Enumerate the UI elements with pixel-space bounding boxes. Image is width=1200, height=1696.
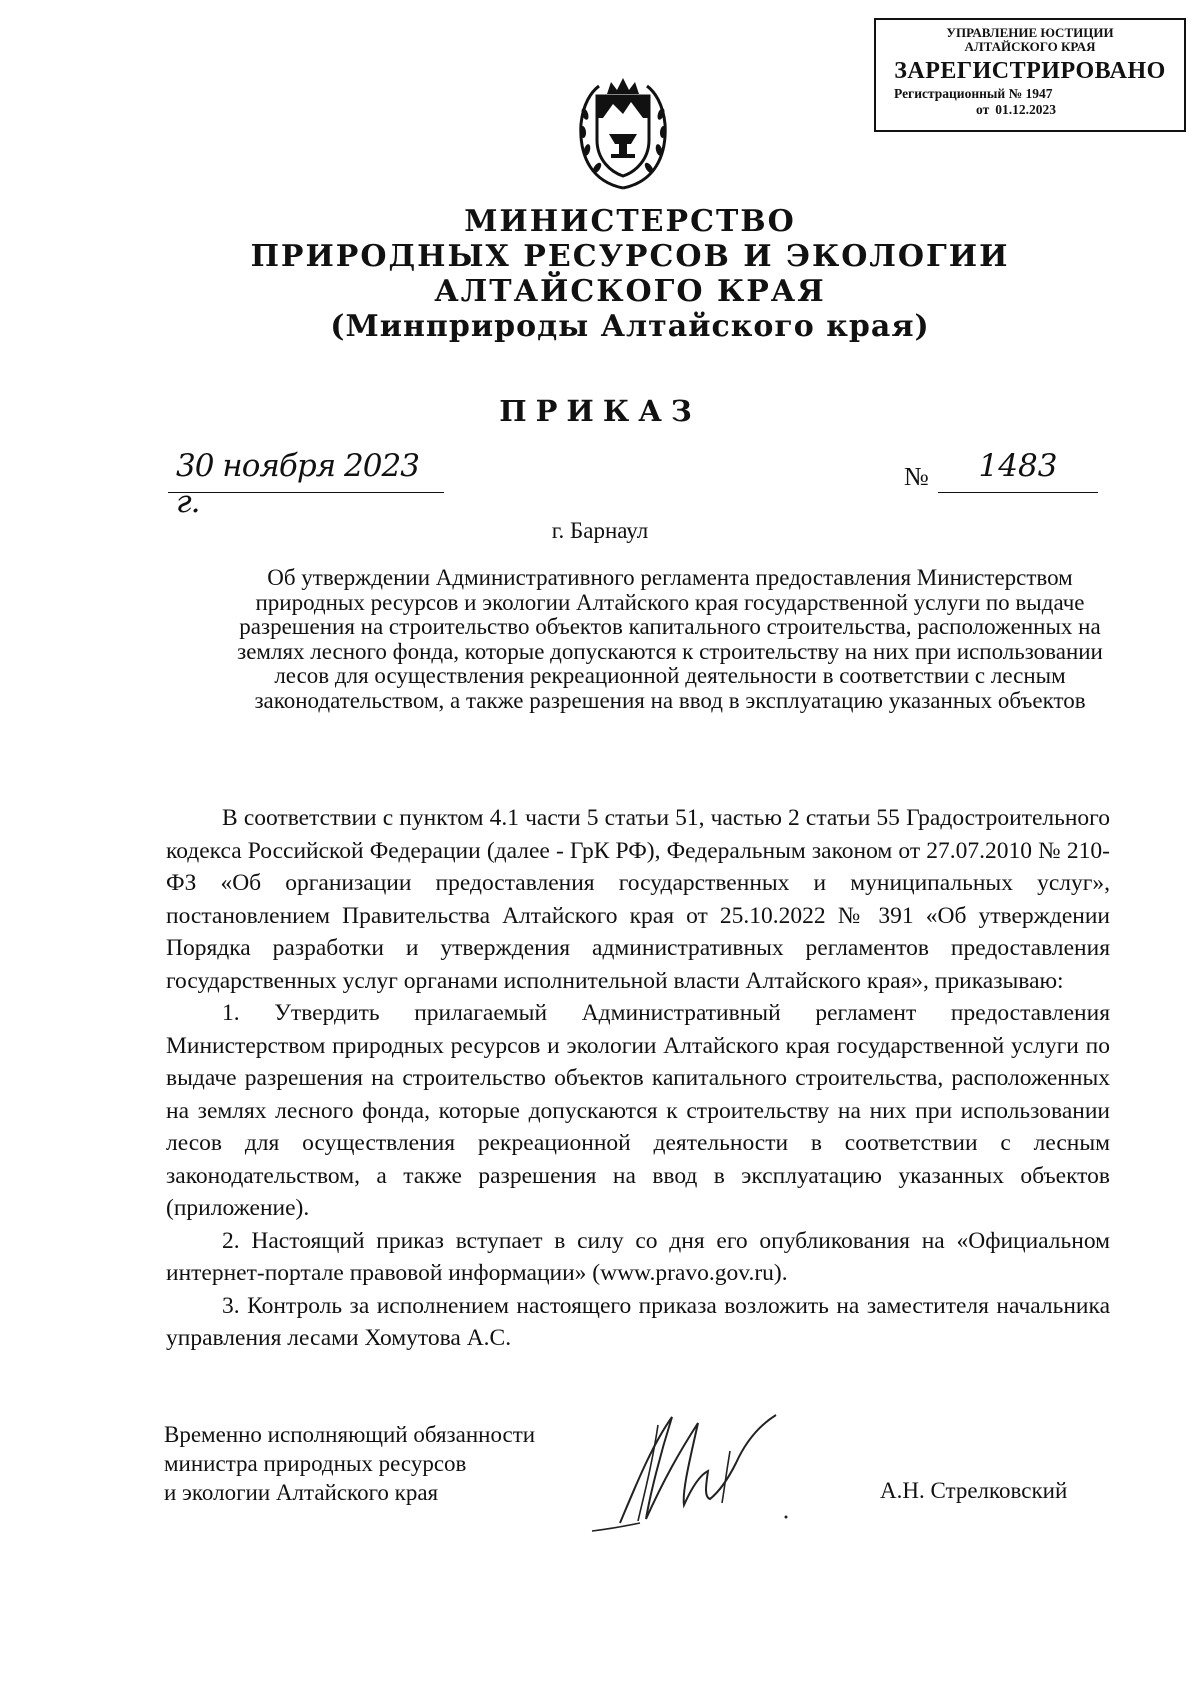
stamp-date-line <box>876 102 1184 117</box>
stamp-org-line2: АЛТАЙСКОГО КРАЯ <box>964 39 1096 54</box>
altai-krai-coat-of-arms-icon <box>573 74 673 192</box>
document-type: ПРИКАЗ <box>499 394 701 428</box>
signatory-name: А.Н. Стрелковский <box>880 1478 1068 1503</box>
order-subject: Об утверждении Административного регламента предоставления Министерством природных ресурсов и экологии Алтайского края государственной услуги по выдаче разрешения на строительство объектов капитального строительства, расположенных на землях лесного фонда, которые допускаются к строительству на них при использовании лесов для осуществления рекреационной деятельности в соответствии с лесным законодательством, а также разрешения на ввод в эксплуатацию указанных объектов <box>237 565 1103 713</box>
order-item-2: 2. Настоящий приказ вступает в силу со дня его опубликования на «Официальном интернет-портале правовой информации» (www.pravo.gov.ru). <box>166 1227 1110 1286</box>
order-item-1: 1. Утвердить прилагаемый Административный регламент предоставления Министерством природных ресурсов и экологии Алтайского края государственной услуги по выдаче разрешения на строительство объектов капитального строительства, расположенных на землях лесного фонда, которые допускаются к строительству на них при использовании лесов для осуществления рекреационной деятельности в соответствии с лесным законодательством, а также разрешения на ввод в эксплуатацию указанных объектов (приложение). <box>166 1000 1110 1221</box>
ministry-short-name: (Минприроды Алтайского края) <box>330 309 930 344</box>
stamp-org-line1: УПРАВЛЕНИЕ ЮСТИЦИИ <box>946 25 1114 40</box>
order-date-handwritten: 30 ноября 2023 г. <box>168 448 444 493</box>
position-line2: министра природных ресурсов <box>164 1451 467 1476</box>
ministry-header <box>250 204 1010 344</box>
preamble: В соответствии с пунктом 4.1 части 5 статьи 51, частью 2 статьи 55 Градостроительного кодекса Российской Федерации (далее - ГрК РФ), Федеральным законом от 27.07.2010 № 210-ФЗ «Об организации предоставления государственных и муниципальных услуг», постановлением Правительства Алтайского края от 25.10.2022 № 391 «Об утверждении Порядка разработки и утверждения административных регламентов предоставления государственных услуг органами исполнительной власти Алтайского края», приказываю: <box>166 805 1110 994</box>
ministry-line1: МИНИСТЕРСТВО <box>464 204 796 239</box>
registration-stamp <box>874 18 1186 132</box>
order-body <box>166 802 1110 1355</box>
city: г. Барнаул <box>551 518 649 543</box>
order-item-3: 3. Контроль за исполнением настоящего приказа возложить на заместителя начальника управления лесами Хомутова А.С. <box>166 1292 1110 1351</box>
order-number-handwritten: 1483 <box>938 448 1098 493</box>
stamp-date: 01.12.2023 <box>995 102 1056 117</box>
stamp-date-label: от <box>976 102 990 117</box>
stamp-status: ЗАРЕГИСТРИРОВАНО <box>894 58 1166 84</box>
position-line1: Временно исполняющий обязанности <box>164 1422 536 1447</box>
position-line3: и экологии Алтайского края <box>164 1480 439 1505</box>
handwritten-signature-icon <box>580 1395 820 1545</box>
order-number-label: № <box>904 462 929 491</box>
ministry-line2: ПРИРОДНЫХ РЕСУРСОВ И ЭКОЛОГИИ <box>250 239 1010 274</box>
signatory-position <box>164 1420 614 1507</box>
stamp-reg-number: 1947 <box>1025 86 1053 101</box>
stamp-reg-label: Регистрационный № <box>894 86 1023 101</box>
stamp-reg-line <box>876 85 1184 102</box>
stamp-org <box>876 26 1184 54</box>
ministry-line3: АЛТАЙСКОГО КРАЯ <box>434 274 826 309</box>
